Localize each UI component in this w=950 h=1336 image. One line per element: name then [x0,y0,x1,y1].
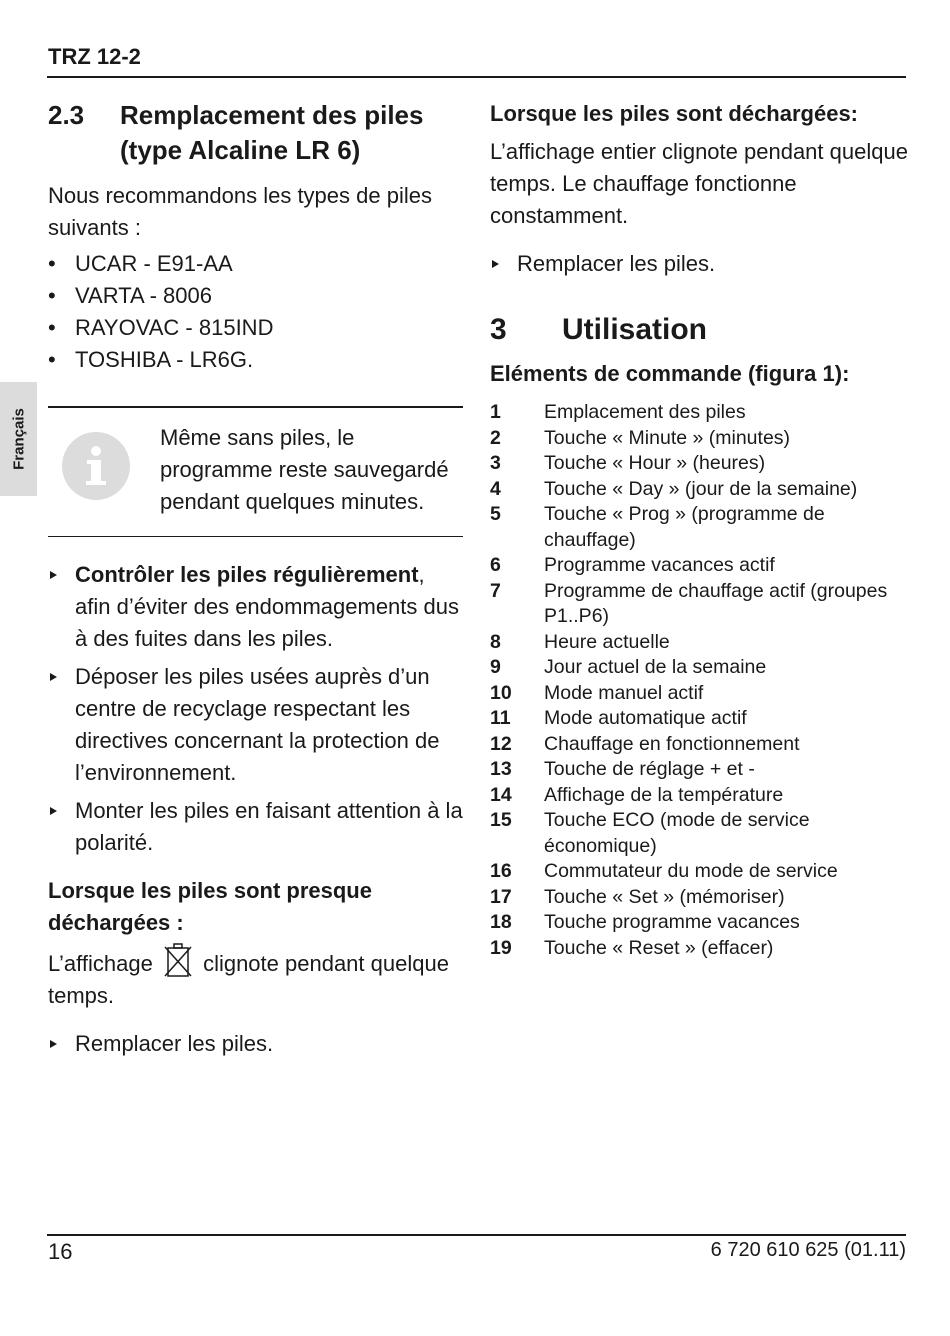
control-number: 7 [490,579,501,602]
control-label: Mode manuel actif [544,681,704,704]
almost-empty-text-after: clignote pendant quelque temps. [48,951,449,1008]
arrow-bullet-icon [492,260,499,268]
control-number: 18 [490,911,512,933]
almost-empty-action-list [48,1028,463,1060]
info-note-text: Même sans piles, le programme reste sauvegardé pendant quelques minutes. [160,425,449,514]
control-number: 19 [490,936,512,959]
document-reference: 6 720 610 625 (01.11) [710,1239,906,1261]
control-item [490,783,910,809]
control-item [490,426,910,452]
almost-empty-paragraph [48,943,463,1012]
battery-list [48,248,463,376]
right-column [490,98,910,961]
control-label: Touche de réglage + et - [544,758,755,780]
arrow-bullet-icon [50,571,57,579]
controls-list [490,400,910,961]
language-side-tab [0,382,37,496]
action-bold-text: Contrôler les piles régulièrement [75,562,419,587]
section-heading: Remplacement des piles (type Alcaline LR 6) [120,100,424,165]
almost-empty-text-before: L’affichage [48,951,153,976]
control-number: 17 [490,885,512,908]
control-label: Affichage de la température [544,783,784,806]
control-item [490,579,910,630]
battery-list-item: • RAYOVAC - 815IND [48,312,463,344]
action-text: Remplacer les piles. [517,251,716,276]
control-label: Chauffage en fonctionnement [544,732,800,755]
control-label: Touche « Minute » (minutes) [544,426,791,449]
control-item [490,910,910,936]
control-number: 13 [490,758,512,780]
control-label: Touche « Hour » (heures) [544,452,766,474]
section-number: 2.3 [48,100,85,130]
language-tab-label: Français [10,408,27,470]
arrow-bullet-icon [50,673,57,681]
battery-empty-icon [163,943,193,977]
section-title [48,98,463,168]
control-number: 10 [490,681,512,704]
control-item [490,757,910,783]
control-item [490,681,910,707]
page-number: 16 [48,1239,73,1264]
document-header-title: TRZ 12-2 [48,44,141,69]
control-label: Touche « Prog » (programme de chauffage) [544,503,825,551]
control-item [490,630,910,656]
control-number: 14 [490,783,512,806]
chapter-heading: Utilisation [562,313,708,346]
control-label: Mode automatique actif [544,707,747,729]
controls-heading: Eléments de commande (figura 1): [490,361,850,386]
control-item [490,451,910,477]
info-note-box [48,406,463,537]
control-item [490,477,910,503]
left-column [48,98,463,1066]
control-number: 4 [490,477,501,500]
control-label: Touche ECO (mode de service économique) [544,809,810,857]
control-number: 3 [490,452,501,474]
control-label: Programme vacances actif [544,554,775,576]
action-item [48,559,463,655]
control-item [490,706,910,732]
control-item [490,502,910,553]
almost-empty-heading: Lorsque les piles sont presque déchargées : [48,878,372,935]
control-number: 12 [490,732,512,755]
action-item [490,248,910,280]
control-label: Touche « Set » (mémoriser) [544,885,785,908]
control-label: Touche programme vacances [544,911,800,933]
arrow-bullet-icon [50,807,57,815]
control-label: Jour actuel de la semaine [544,656,767,678]
footer-rule [47,1234,906,1236]
control-label: Heure actuelle [544,630,670,653]
action-text: Déposer les piles usées auprès d’un centre de recyclage respectant les directives concernant la protection de l’environnement. [75,664,440,785]
control-number: 15 [490,809,512,831]
control-item [490,400,910,426]
control-number: 6 [490,554,501,576]
action-item [48,1028,463,1060]
action-list [48,559,463,859]
battery-list-item: • TOSHIBA - LR6G. [48,344,463,376]
control-number: 16 [490,860,512,882]
control-item [490,553,910,579]
control-number: 9 [490,656,501,678]
control-label: Programme de chauffage actif (groupes P1..P6) [544,579,888,627]
action-item [48,661,463,789]
arrow-bullet-icon [50,1040,57,1048]
battery-list-item: • VARTA - 8006 [48,280,463,312]
control-label: Touche « Day » (jour de la semaine) [544,477,858,500]
control-label: Touche « Reset » (effacer) [544,936,774,959]
chapter-number: 3 [490,313,507,346]
control-item [490,808,910,859]
action-item [48,795,463,859]
control-item [490,655,910,681]
control-number: 5 [490,503,501,525]
action-text: Monter les piles en faisant attention à la polarité. [75,798,463,855]
empty-heading: Lorsque les piles sont déchargées: [490,101,859,126]
control-number: 11 [490,707,511,729]
control-number: 8 [490,630,501,653]
control-label: Commutateur du mode de service [544,860,838,882]
intro-paragraph: Nous recommandons les types de piles suivants : [48,183,432,240]
chapter-title [490,310,910,350]
control-label: Emplacement des piles [544,401,746,423]
control-number: 2 [490,426,501,449]
info-icon [62,432,130,500]
header-rule [47,76,906,78]
control-item [490,936,910,962]
action-text: Remplacer les piles. [75,1031,274,1056]
control-item [490,732,910,758]
control-item [490,885,910,911]
control-item [490,859,910,885]
empty-action-list [490,248,910,280]
battery-list-item: • UCAR - E91-AA [48,248,463,280]
action-text: , afin d’éviter des endommagements dus à des fuites dans les piles. [75,562,459,651]
control-number: 1 [490,401,501,423]
empty-paragraph: L’affichage entier clignote pendant quelque temps. Le chauffage fonctionne constamment. [490,139,908,228]
